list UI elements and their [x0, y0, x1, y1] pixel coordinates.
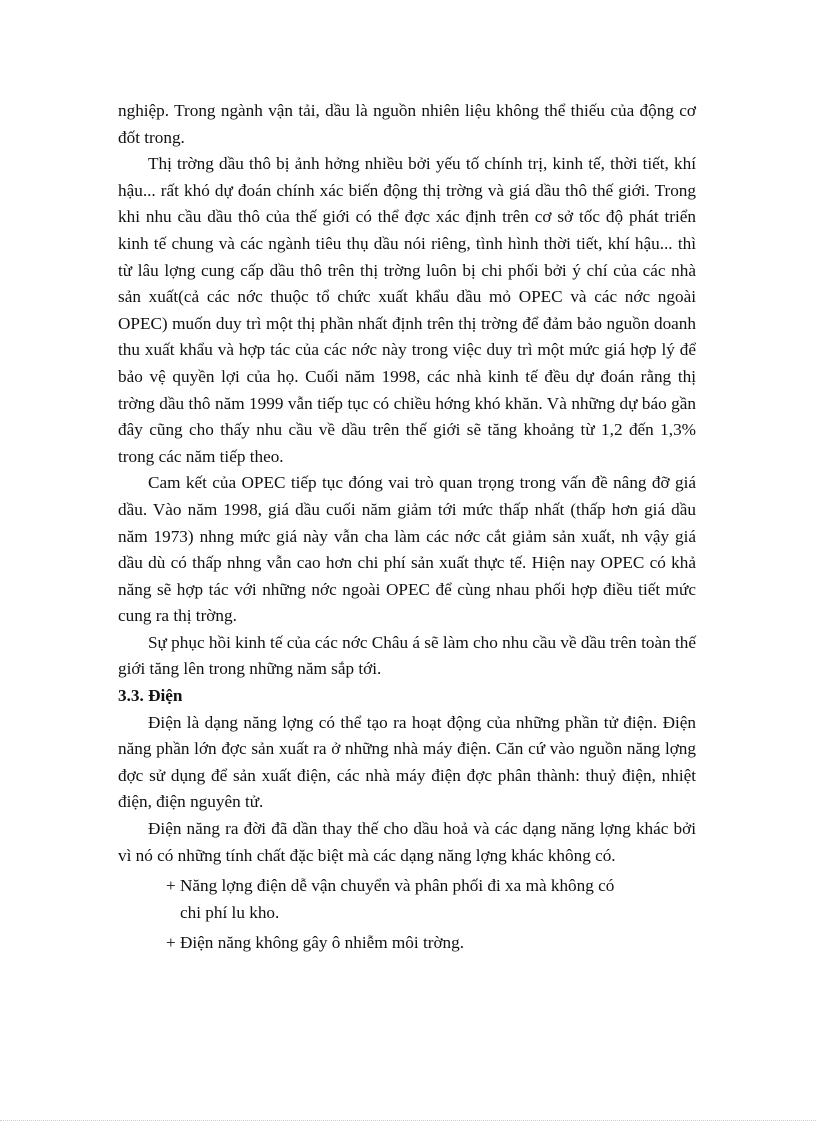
paragraph-asia-recovery: Sự phục hồi kinh tế của các nớc Châu á sẽ làm cho nhu cầu về dầu trên toàn thế giới tăng lên trong những năm sắp tới.	[118, 632, 696, 679]
page-bottom-rule	[0, 1120, 816, 1121]
paragraph-continuation: nghiệp. Trong ngành vận tải, dầu là nguồn nhiên liệu không thể thiếu của động cơ đốt trong.	[118, 101, 696, 147]
section-heading-electricity: 3.3. Điện	[118, 686, 183, 706]
bullet-continuation: chi phí lu kho.	[180, 902, 280, 922]
bullet-item	[168, 930, 668, 957]
bullet-item	[168, 873, 668, 926]
paragraph-electricity-definition: Điện là dạng năng lợng có thể tạo ra hoạt động của những phần tử điện. Điện năng phần lớn đợc sản xuất ra ở những nhà máy điện. Căn cứ vào nguồn năng lợng đợc sử dụng để sản xuất điện, các nhà máy điện đợc phân thành: thuỷ điện, nhiệt điện, điện nguyên tử.	[118, 712, 696, 812]
paragraph-electricity-replacement: Điện năng ra đời đã dần thay thế cho dầu hoả và các dạng năng lợng khác bởi vì nó có những tính chất đặc biệt mà các dạng năng lợng khác không có.	[118, 819, 696, 865]
document-page	[118, 98, 696, 961]
paragraph-opec-commitment: Cam kết của OPEC tiếp tục đóng vai trò quan trọng trong vấn đề nâng đỡ giá dầu. Vào năm 1998, giá dầu cuối năm giảm tới mức thấp nhất (thấp hơn giá dầu năm 1973) nhng mức giá này vẫn cha làm các nớc cắt giảm sản xuất, nh vậy giá dầu dù có thấp nhng vẫn cao hơn chi phí sản xuất thực tế. Hiện nay OPEC có khả năng sẽ hợp tác với những nớc ngoài OPEC để cùng nhau phối hợp điều tiết mức cung ra thị trờng.	[118, 473, 696, 626]
paragraph-crude-oil-market: Thị trờng dầu thô bị ảnh hởng nhiều bởi yếu tố chính trị, kinh tế, thời tiết, khí hậu... rất khó dự đoán chính xác biến động thị trờng và giá dầu thô thế giới. Trong khi nhu cầu dầu thô của thế giới có thể đợc xác định trên cơ sở tốc độ phát triển kinh tế chung và các ngành tiêu thụ dầu nói riêng, tình hình thời tiết, khí hậu... thì từ lâu lợng cung cấp dầu thô trên thị trờng luôn bị chi phối bởi ý chí của các nhà sản xuất(cả các nớc thuộc tổ chức xuất khẩu dầu mỏ OPEC và các nớc ngoài OPEC) muốn duy trì một thị phần nhất định trên thị trờng để đảm bảo nguồn doanh thu xuất khẩu và hợp tác của các nớc này trong việc duy trì một mức giá hợp lý để bảo vệ quyền lợi của họ. Cuối năm 1998, các nhà kinh tế đều dự đoán rằng thị trờng dầu thô năm 1999 vẫn tiếp tục có chiều hớng khó khăn. Và những dự báo gần đây cũng cho thấy nhu cầu về dầu trên thế giới sẽ tăng khoảng từ 1,2 đến 1,3% trong các năm tiếp theo.	[118, 154, 696, 466]
bullet-line: + Điện năng không gây ô nhiễm môi trờng.	[166, 933, 465, 953]
bullet-line: + Năng lợng điện dễ vận chuyển và phân phối đi xa mà không có	[166, 876, 615, 896]
